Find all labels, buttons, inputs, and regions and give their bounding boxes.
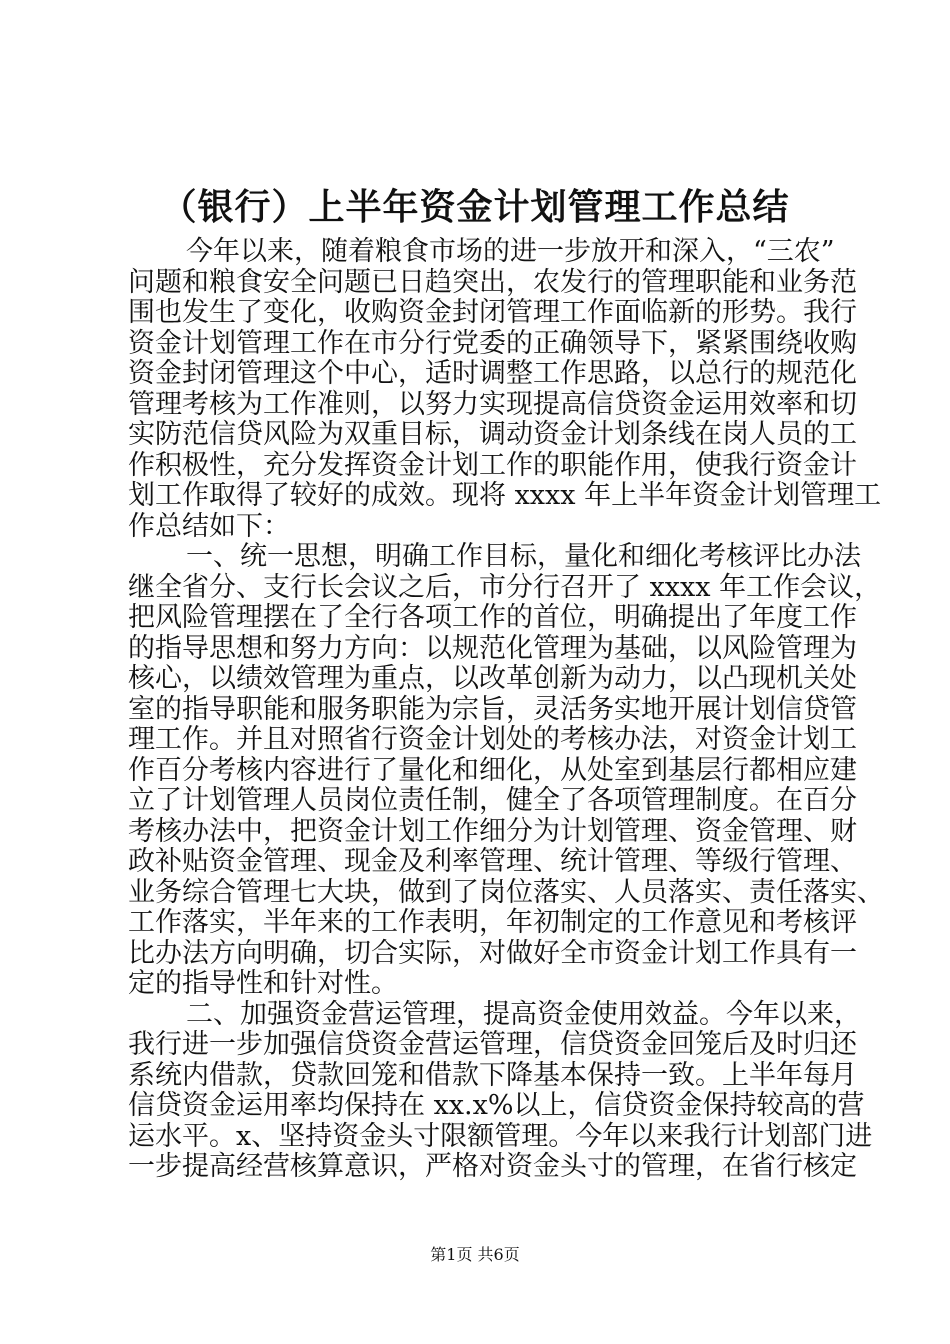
text-line: 考核办法中，把资金计划工作细分为计划管理、资金管理、财: [128, 815, 857, 847]
text-line: 二、加强资金营运管理，提高资金使用效益。今年以来，: [186, 998, 861, 1030]
text-line: 资金封闭管理这个中心，适时调整工作思路，以总行的规范化: [128, 358, 857, 389]
text-line: 一、统一思想，明确工作目标，量化和细化考核评比办法: [186, 541, 861, 572]
text-line: 政补贴资金管理、现金及利率管理、统计管理、等级行管理、: [128, 846, 857, 877]
text-line: 室的指导职能和服务职能为宗旨，灵活务实地开展计划信贷管: [128, 693, 857, 725]
text-line: 信贷资金运用率均保持在 xx.x%以上，信贷资金保持较高的营: [128, 1090, 865, 1121]
text-line: 资金计划管理工作在市分行党委的正确领导下，紧紧围绕收购: [128, 327, 857, 359]
text-line: 把风险管理摆在了全行各项工作的首位，明确提出了年度工作: [128, 602, 857, 633]
text-line: 系统内借款，贷款回笼和借款下降基本保持一致。上半年每月: [128, 1059, 857, 1091]
text-line: 作总结如下：: [128, 510, 290, 542]
text-line: 核心，以绩效管理为重点，以改革创新为动力，以凸现机关处: [128, 663, 857, 694]
text-line: 围也发生了变化，收购资金封闭管理工作面临新的形势。我行: [128, 297, 857, 328]
text-line: 我行进一步加强信贷资金营运管理，信贷资金回笼后及时归还: [128, 1029, 857, 1060]
text-line: 业务综合管理七大块，做到了岗位落实、人员落实、责任落实、: [128, 876, 884, 908]
text-line: 的指导思想和努力方向：以规范化管理为基础，以风险管理为: [128, 632, 857, 664]
document-title: （银行）上半年资金计划管理工作总结: [160, 187, 790, 228]
paragraph: [128, 998, 873, 1183]
paragraph: [128, 236, 882, 542]
text-line: 定的指导性和针对性。: [128, 968, 398, 999]
text-line: 作百分考核内容进行了量化和细化，从处室到基层行都相应建: [128, 754, 857, 786]
text-line: 理工作。并且对照省行资金计划处的考核办法，对资金计划工: [128, 724, 857, 755]
text-line: 一步提高经营核算意识，严格对资金头寸的管理，在省行核定: [128, 1151, 857, 1182]
text-line: 管理考核为工作准则，以努力实现提高信贷资金运用效率和切: [128, 388, 857, 420]
text-line: 今年以来，随着粮食市场的进一步放开和深入，“三农”: [186, 236, 835, 267]
text-line: 立了计划管理人员岗位责任制，健全了各项管理制度。在百分: [128, 785, 857, 816]
document-body: [128, 236, 884, 1183]
text-line: 实防范信贷风险为双重目标，调动资金计划条线在岗人员的工: [128, 419, 857, 450]
text-line: 划工作取得了较好的成效。现将 xxxx 年上半年资金计划管理工: [128, 480, 882, 511]
text-line: 运水平。x、坚持资金头寸限额管理。今年以来我行计划部门进: [128, 1120, 873, 1152]
text-line: 问题和粮食安全问题已日趋突出，农发行的管理职能和业务范: [128, 266, 857, 298]
text-line: 工作落实，半年来的工作表明，年初制定的工作意见和考核评: [128, 907, 857, 938]
text-line: 比办法方向明确，切合实际，对做好全市资金计划工作具有一: [128, 937, 857, 969]
text-line: 作积极性，充分发挥资金计划工作的职能作用，使我行资金计: [128, 449, 857, 481]
page-footer: 第1页 共6页: [430, 1245, 520, 1264]
text-line: 继全省分、支行长会议之后，市分行召开了 xxxx 年工作会议，: [128, 571, 882, 603]
paragraph: [128, 541, 884, 1000]
